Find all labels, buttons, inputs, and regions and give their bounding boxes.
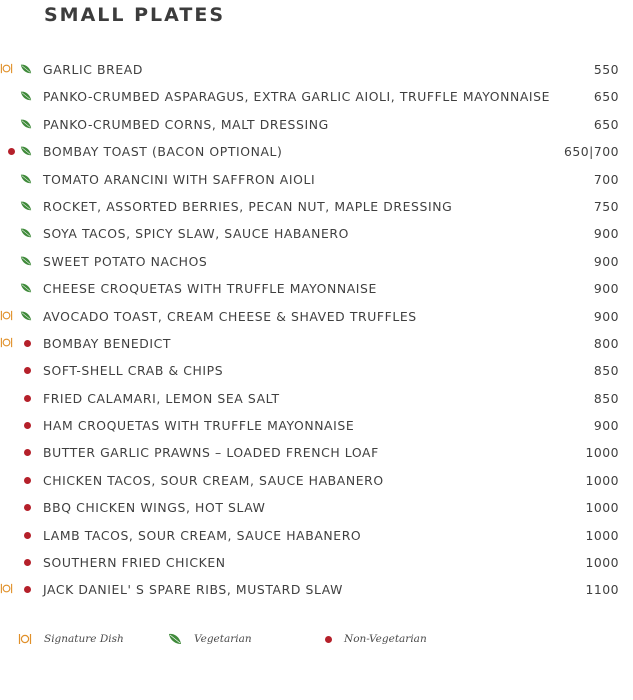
menu-item-price: 650|700 <box>564 144 619 160</box>
menu-item <box>0 576 633 603</box>
menu-item-price: 850 <box>593 363 619 379</box>
dot-icon <box>24 449 31 456</box>
plate-cutlery-icon <box>0 582 13 595</box>
menu-item-price: 1000 <box>585 527 619 543</box>
menu-item-name: BUTTER GARLIC PRAWNS – LOADED FRENCH LOAF <box>43 445 379 461</box>
page-title: SMALL PLATES <box>44 4 226 26</box>
dot-icon <box>24 586 31 593</box>
menu-item-price: 800 <box>593 335 619 351</box>
menu-item-price: 1000 <box>585 445 619 461</box>
diet-icons <box>0 220 40 247</box>
menu-item-price: 700 <box>593 171 619 187</box>
menu-item-name: GARLIC BREAD <box>43 62 143 77</box>
leaf-icon <box>20 173 32 185</box>
menu-item-price: 900 <box>593 226 619 242</box>
menu-item-price: 750 <box>593 198 619 214</box>
menu-item <box>0 248 633 275</box>
menu-item <box>0 494 633 521</box>
leaf-icon <box>20 255 32 267</box>
menu-item <box>0 385 633 412</box>
dot-icon <box>24 532 31 539</box>
diet-icons <box>0 193 40 220</box>
leaf-icon <box>168 632 182 646</box>
menu-item-name: BOMBAY BENEDICT <box>43 335 172 351</box>
diet-icons <box>0 412 40 439</box>
leaf-icon <box>20 227 32 239</box>
menu-item-price: 1000 <box>585 500 619 516</box>
menu-item-name: AVOCADO TOAST, CREAM CHEESE & SHAVED TRUFFLES <box>43 308 417 324</box>
plate-cutlery-icon <box>18 632 32 646</box>
menu-item-price: 550 <box>593 62 619 77</box>
menu-item-name: JACK DANIEL' S SPARE RIBS, MUSTARD SLAW <box>43 582 343 598</box>
menu-item-price: 900 <box>593 281 619 297</box>
diet-icons <box>0 166 40 193</box>
dot-icon <box>24 340 31 347</box>
dot-icon <box>8 148 15 155</box>
menu-item-name: PANKO-CRUMBED ASPARAGUS, EXTRA GARLIC AIOLI, TRUFFLE MAYONNAISE <box>43 89 551 105</box>
menu-item <box>0 357 633 384</box>
diet-icons <box>0 111 40 138</box>
menu-item-price: 900 <box>593 308 619 324</box>
leaf-icon <box>20 310 32 322</box>
dot-icon <box>24 367 31 374</box>
dot-icon <box>24 504 31 511</box>
menu-item-price: 900 <box>593 253 619 269</box>
menu-item-name: ROCKET, ASSORTED BERRIES, PECAN NUT, MAPLE DRESSING <box>43 198 453 214</box>
menu-item-price: 650 <box>593 116 619 132</box>
leaf-icon <box>20 282 32 294</box>
menu-item-price: 650 <box>593 89 619 105</box>
menu-item-name: SWEET POTATO NACHOS <box>43 253 208 269</box>
menu-item <box>0 166 633 193</box>
menu-item <box>0 83 633 110</box>
menu-item-name: LAMB TACOS, SOUR CREAM, SAUCE HABANERO <box>43 527 362 543</box>
legend-vegetarian-label: Vegetarian <box>194 633 252 645</box>
menu-item <box>0 303 633 330</box>
dot-icon <box>24 395 31 402</box>
leaf-icon <box>20 145 32 157</box>
leaf-icon <box>20 200 32 212</box>
menu-item-name: PANKO-CRUMBED CORNS, MALT DRESSING <box>43 116 329 132</box>
dot-icon <box>24 477 31 484</box>
diet-icons <box>0 357 40 384</box>
menu-item <box>0 549 633 576</box>
diet-icons <box>0 522 40 549</box>
leaf-icon <box>20 118 32 130</box>
diet-icons <box>0 138 40 165</box>
menu-item <box>0 330 633 357</box>
menu-item <box>0 111 633 138</box>
plate-cutlery-icon <box>0 309 13 322</box>
legend <box>0 630 633 654</box>
diet-icons <box>0 549 40 576</box>
diet-icons <box>0 56 40 83</box>
menu-item <box>0 275 633 302</box>
menu-item-name: SOYA TACOS, SPICY SLAW, SAUCE HABANERO <box>43 226 349 242</box>
menu-item-price: 1100 <box>585 582 619 598</box>
menu-item <box>0 220 633 247</box>
menu-item-name: FRIED CALAMARI, LEMON SEA SALT <box>43 390 280 406</box>
menu-item-name: TOMATO ARANCINI WITH SAFFRON AIOLI <box>43 171 316 187</box>
menu-item-name: SOFT-SHELL CRAB & CHIPS <box>43 363 224 379</box>
menu-item <box>0 138 633 165</box>
menu-item <box>0 467 633 494</box>
leaf-icon <box>20 90 32 102</box>
menu-list <box>0 56 633 604</box>
diet-icons <box>0 83 40 110</box>
diet-icons <box>0 467 40 494</box>
diet-icons <box>0 385 40 412</box>
menu-item-name: BOMBAY TOAST (BACON OPTIONAL) <box>43 144 283 160</box>
dot-icon <box>24 559 31 566</box>
diet-icons <box>0 303 40 330</box>
legend-nonveg-label: Non-Vegetarian <box>344 633 427 645</box>
legend-signature-label: Signature Dish <box>44 633 124 645</box>
menu-item-price: 900 <box>593 418 619 434</box>
menu-item <box>0 439 633 466</box>
menu-item-price: 1000 <box>585 472 619 488</box>
plate-cutlery-icon <box>0 62 13 75</box>
menu-item <box>0 412 633 439</box>
diet-icons <box>0 330 40 357</box>
menu-item-price: 850 <box>593 390 619 406</box>
diet-icons <box>0 275 40 302</box>
menu-item-name: SOUTHERN FRIED CHICKEN <box>43 555 226 571</box>
diet-icons <box>0 576 40 603</box>
menu-item-name: BBQ CHICKEN WINGS, HOT SLAW <box>43 500 266 516</box>
diet-icons <box>0 494 40 521</box>
leaf-icon <box>20 63 32 75</box>
menu-item <box>0 193 633 220</box>
menu-item-name: HAM CROQUETAS WITH TRUFFLE MAYONNAISE <box>43 418 355 434</box>
dot-icon <box>24 422 31 429</box>
menu-item <box>0 56 633 83</box>
plate-cutlery-icon <box>0 336 13 349</box>
menu-item <box>0 522 633 549</box>
menu-item-name: CHICKEN TACOS, SOUR CREAM, SAUCE HABANERO <box>43 472 384 488</box>
diet-icons <box>0 439 40 466</box>
menu-item-name: CHEESE CROQUETAS WITH TRUFFLE MAYONNAISE <box>43 281 377 297</box>
dot-icon <box>325 636 332 643</box>
menu-item-price: 1000 <box>585 555 619 571</box>
diet-icons <box>0 248 40 275</box>
